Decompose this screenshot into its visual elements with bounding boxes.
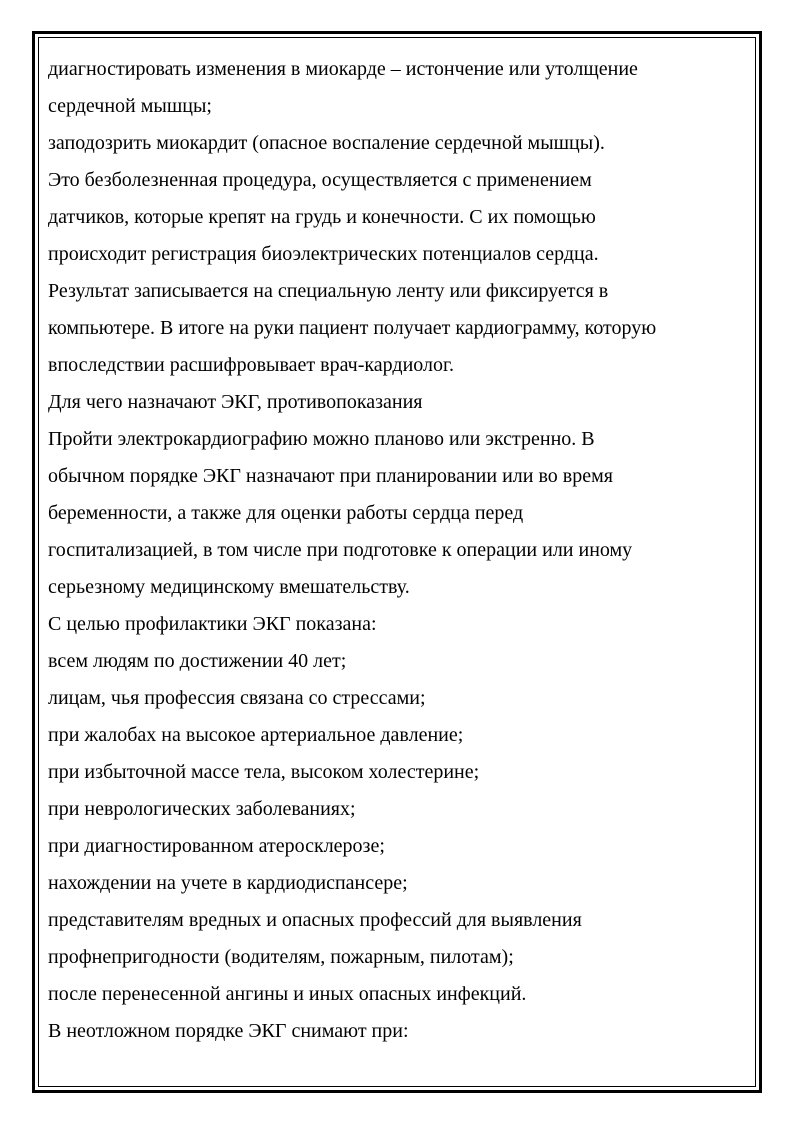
list-item: лицам, чья профессия связана со стрессами; — [48, 687, 426, 709]
urgent-list-intro: В неотложном порядке ЭКГ снимают при: — [48, 1020, 409, 1042]
list-item: при избыточной массе тела, высоком холестерине; — [48, 761, 480, 783]
list-item: при неврологических заболеваниях; — [48, 798, 356, 820]
list-item: при жалобах на высокое артериальное давление; — [48, 724, 464, 746]
text-line-11: Пройти электрокардиографию можно планово или экстренно. В — [48, 428, 595, 450]
text-line-7: Результат записывается на специальную ленту или фиксируется в — [48, 280, 609, 302]
list-item: после перенесенной ангины и иных опасных инфекций. — [48, 983, 527, 1005]
text-line-8: компьютере. В итоге на руки пациент получает кардиограмму, которую — [48, 317, 657, 339]
list-item: нахождении на учете в кардиодиспансере; — [48, 872, 408, 894]
text-line-9: впоследствии расшифровывает врач-кардиолог. — [48, 354, 454, 376]
text-line-5: датчиков, которые крепят на грудь и конечности. С их помощью — [48, 206, 596, 228]
text-line-1: диагностировать изменения в миокарде – истончение или утолщение — [48, 58, 638, 80]
list-item: представителям вредных и опасных профессий для выявления — [48, 909, 582, 931]
text-line-6: происходит регистрация биоэлектрических потенциалов сердца. — [48, 243, 599, 265]
text-line-13: беременности, а также для оценки работы сердца перед — [48, 502, 524, 524]
text-line-4: Это безболезненная процедура, осуществляется с применением — [48, 169, 592, 191]
text-line-12: обычном порядке ЭКГ назначают при планировании или во время — [48, 465, 613, 487]
text-line-2: сердечной мышцы; — [48, 95, 212, 117]
document-body — [48, 51, 748, 1050]
text-line-15: серьезному медицинскому вмешательству. — [48, 576, 410, 598]
text-line-14: госпитализацией, в том числе при подготовке к операции или иному — [48, 539, 633, 561]
list-item: всем людям по достижении 40 лет; — [48, 650, 347, 672]
list-item-continuation: профнепригодности (водителям, пожарным, пилотам); — [48, 946, 514, 968]
list-item: при диагностированном атеросклерозе; — [48, 835, 385, 857]
section-heading: Для чего назначают ЭКГ, противопоказания — [48, 391, 423, 413]
text-line-3: заподозрить миокардит (опасное воспаление сердечной мышцы). — [48, 132, 605, 154]
list-intro: С целью профилактики ЭКГ показана: — [48, 613, 377, 635]
